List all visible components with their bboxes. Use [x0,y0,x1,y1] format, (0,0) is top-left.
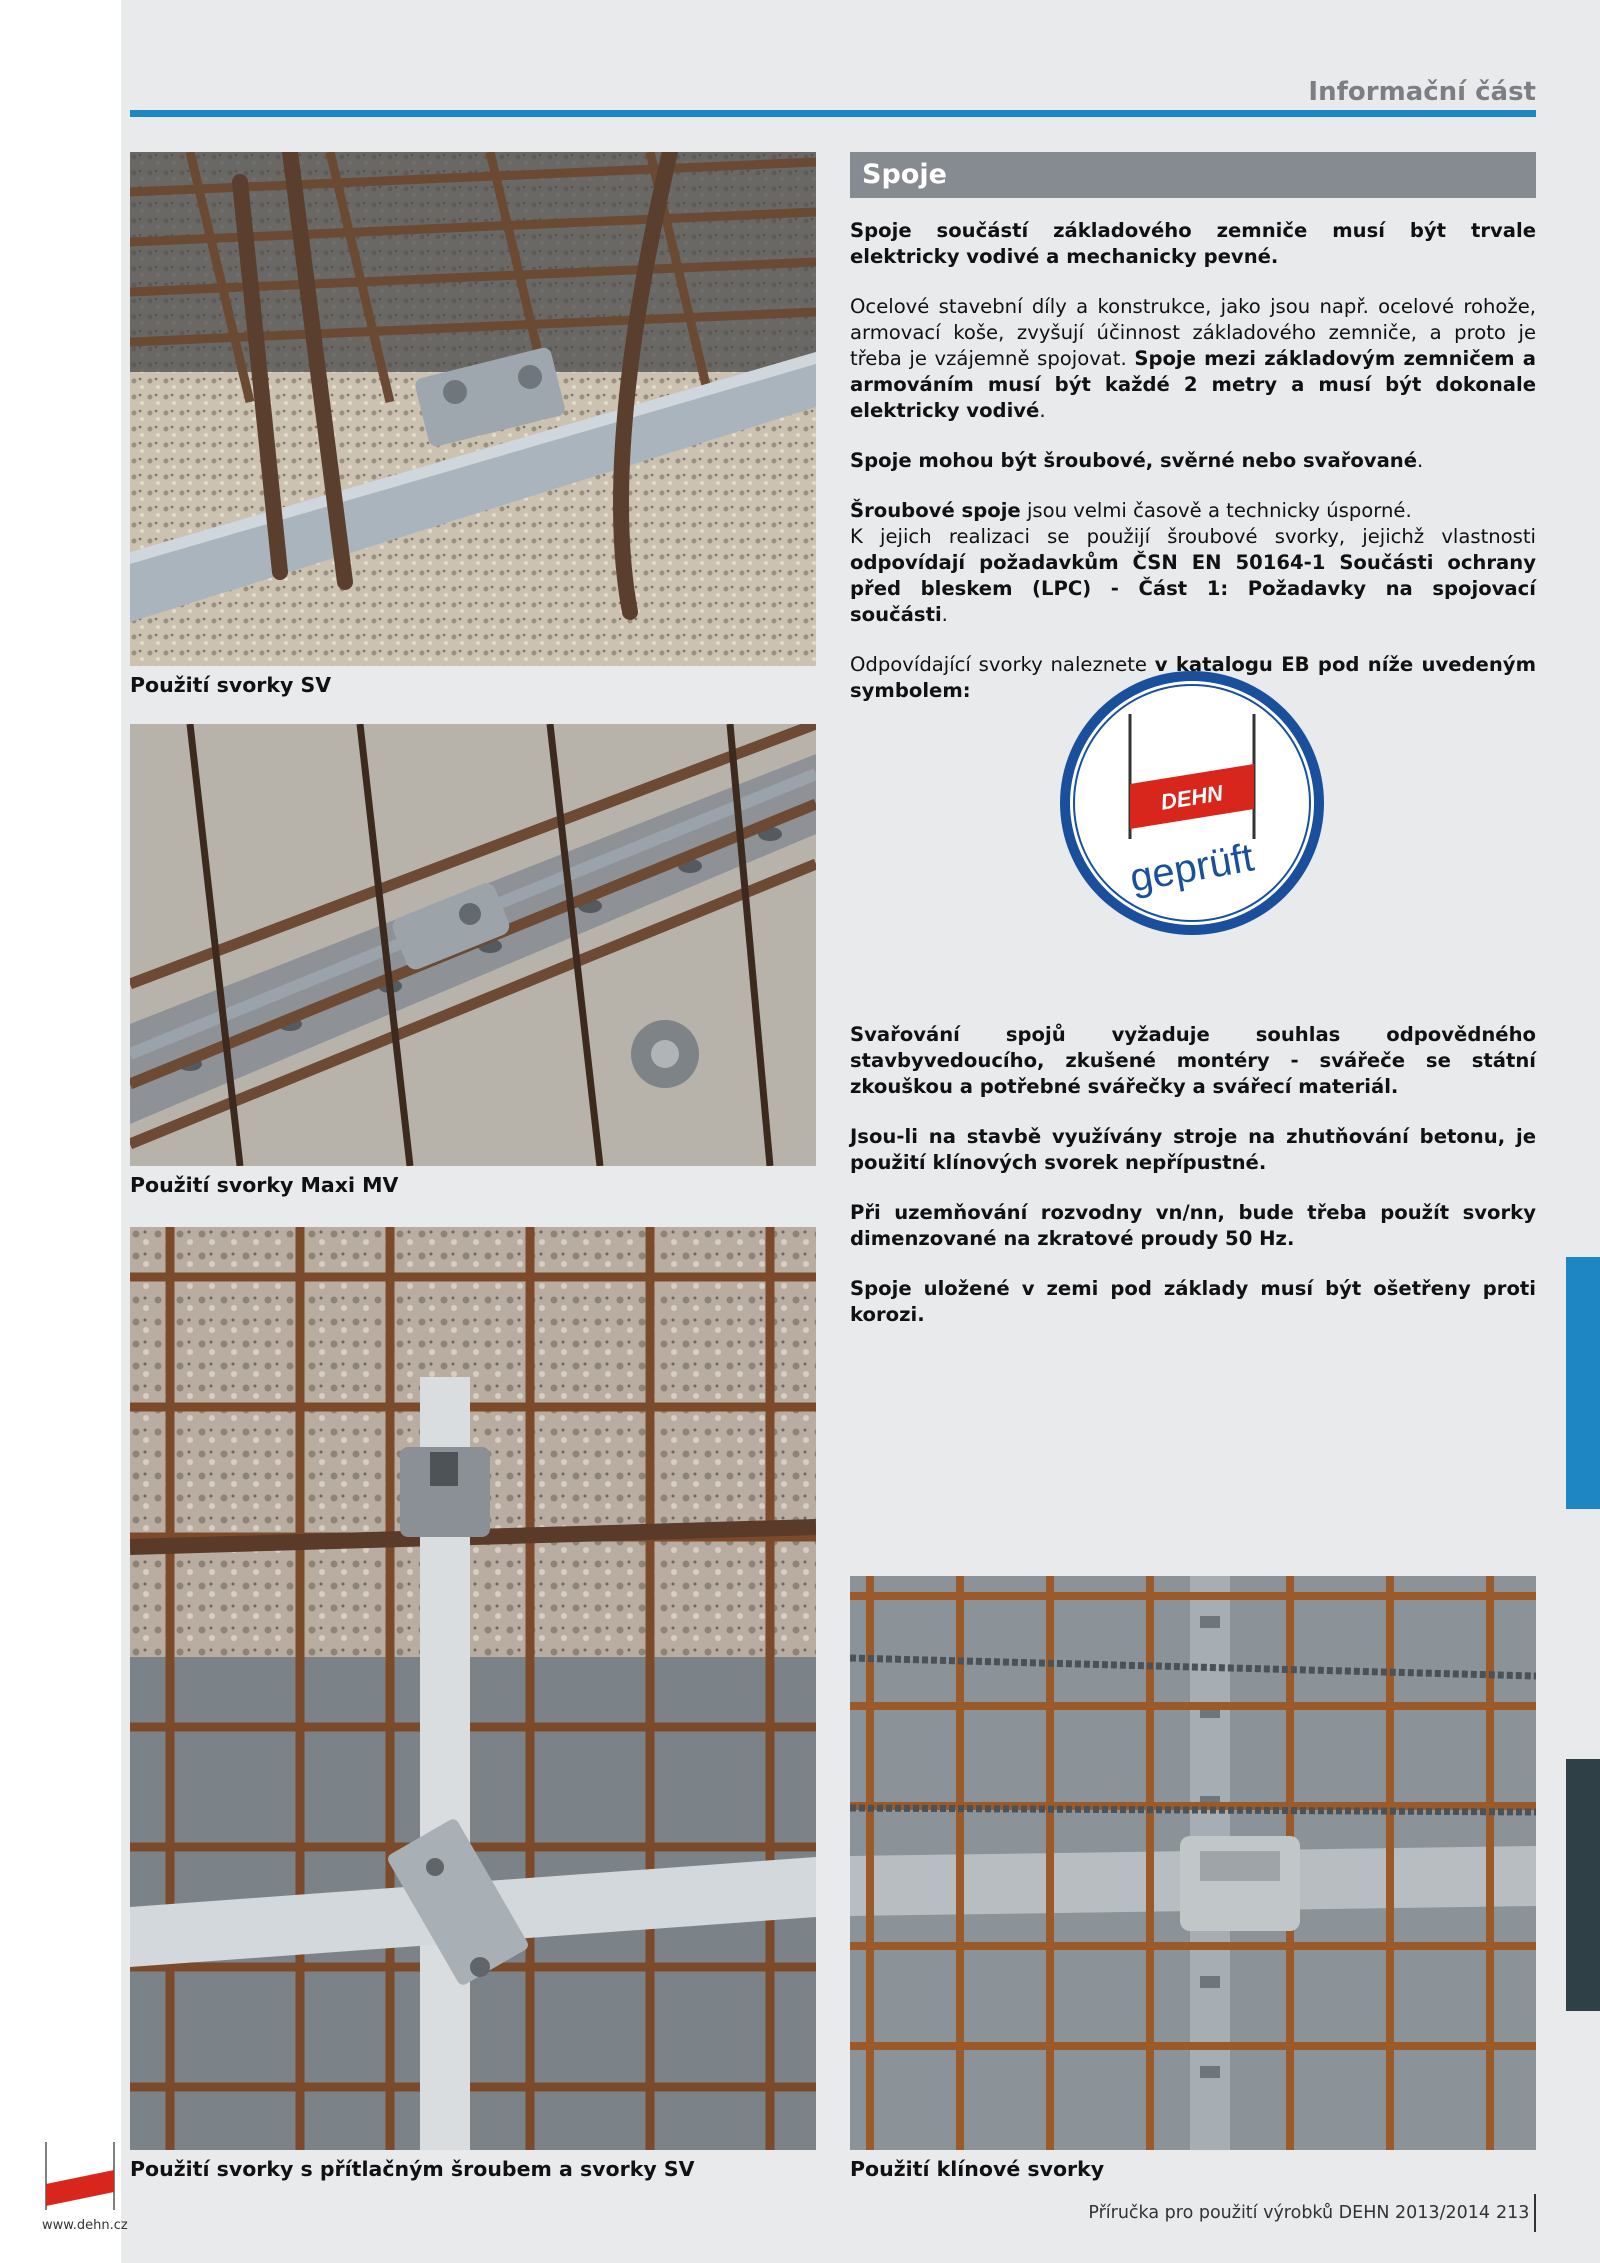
header-rule [130,110,1536,117]
caption-photo2: Použití svorky Maxi MV [130,1173,399,1197]
page-number-bar [1534,2194,1536,2232]
text-block-bottom [850,1022,1536,1352]
paragraph-7: Jsou-li na stavbě využívány stroje na zhutňování betonu, je použití klínových svorek nepřípustné. [850,1125,1536,1174]
footer-title: Příručka pro použití výrobků DEHN 2013/2014 [1088,2203,1490,2223]
paragraph-9: Spoje uložené v zemi pod základy musí být ošetřeny proti korozi. [850,1277,1536,1326]
chapter-tab-dark [1566,1759,1600,2011]
paragraph-5: Odpovídající svorky naleznete v katalogu EB pod níže uvedeným symbolem: [850,653,1536,702]
caption-photo3: Použití svorky s přítlačným šroubem a svorky SV [130,2157,695,2181]
seal-text: geprüft [1126,835,1257,901]
seal-brand: DEHN [1159,780,1225,815]
section-header: Informační část [1308,77,1536,107]
paragraph-1-text: Spoje součástí základového zemniče musí být trvale elektricky vodivé a mechanicky pevné. [850,219,1536,268]
paragraph-4b: K jejich realizaci se použijí šroubové svorky, jejichž vlastnosti odpovídají požadavkům ČSN EN 50164-1 Součásti ochrany před bleskem (LPC) - Část 1: Požadavky na spojovací součásti. [850,525,1536,626]
paragraph-4: Šroubové spoje jsou velmi časově a technicky úsporné. [850,499,1412,522]
footer-url: www.dehn.cz [42,2218,128,2233]
page-number: 213 [1496,2203,1530,2223]
paragraph-1 [850,218,1536,270]
photo-svorka-maxi-mv [130,724,816,1166]
paragraph-8: Při uzemňování rozvodny vn/nn, bude třeba použít svorky dimenzované na zkratové proudy 50 Hz. [850,1201,1536,1250]
photo-svorka-pritlacny-sroub [130,1227,816,2150]
photo-svorka-sv [130,152,816,666]
dehn-footer-logo [42,2140,118,2212]
paragraph-3: Spoje mohou být šroubové, svěrné nebo svařované. [850,449,1424,472]
caption-photo4: Použití klínové svorky [850,2157,1105,2181]
caption-photo1: Použití svorky SV [130,673,332,697]
paragraph-2: Ocelové stavební díly a konstrukce, jako jsou např. ocelové rohože, armovací koše, zvyšují účinnost základového zemniče, a proto je třeba je vzájemně spojovat. Spoje mezi základovým zemničem a armováním musí být každé 2 metry a musí být dokonale elektricky vodivé. [850,295,1536,422]
dehn-gepruft-seal [1058,669,1326,937]
text-block-top [850,218,1536,728]
paragraph-6: Svařování spojů vyžaduje souhlas odpovědného stavbyvedoucího, zkušené montéry - svářeče se státní zkouškou a potřebné svářečky a svářecí materiál. [850,1023,1536,1098]
photo-klinova-svorka [850,1576,1536,2150]
chapter-tab-blue [1566,1257,1600,1509]
left-margin-strip [0,0,121,2263]
section-title-spoje: Spoje [850,152,1536,198]
